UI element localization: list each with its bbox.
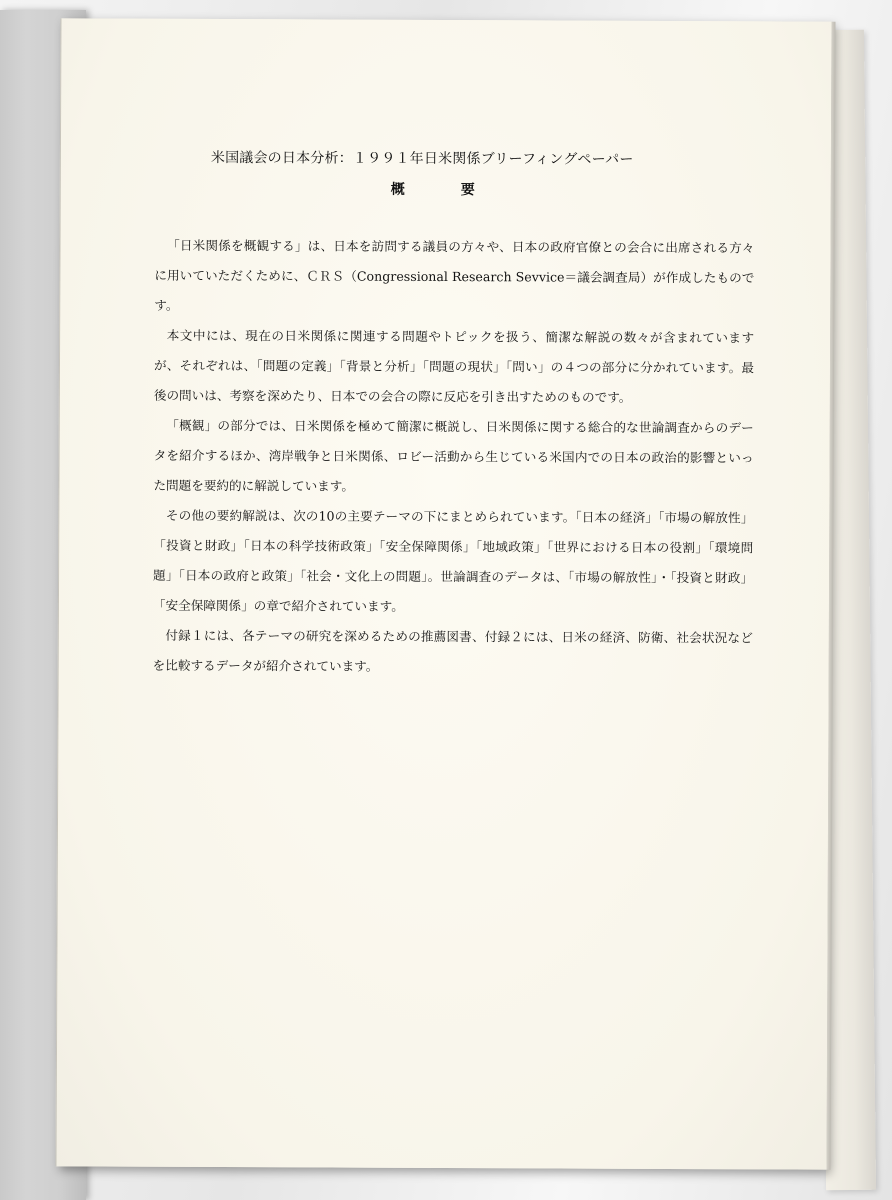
paragraph-1: 「日米関係を概観する」は、日本を訪問する議員の方々や、日本の政府官僚との会合に出席される方々に用いていただくために、ＣＲＳ（Congressional Research Sevvice＝議会調査局）が作成したものです。 — [154, 237, 755, 313]
document-body — [153, 231, 755, 684]
document-page — [55, 18, 831, 1169]
document-title: 米国議会の日本分析：１９９１年日米関係ブリーフィングペーパー — [210, 149, 634, 168]
paragraph-2: 本文中には、現在の日米関係に関連する問題やトピックを扱う、簡潔な解説の数々が含まれていますが、それぞれは、「問題の定義」「背景と分析」「問題の現状」「問い」の４つの部分に分かれています。最後の問いは、考察を深めたり、日本での会合の際に反応を引き出すためのものです。 — [153, 327, 755, 405]
paragraph-4: その他の要約解説は、次の10の主要テーマの下にまとめられています。「日本の経済」「市場の解放性」「投資と財政」「日本の科学技術政策」「安全保障関係」「地域政策」「世界における日本の役割」「環境問題」「日本の政府と政策」「社会・文化上の問題」。世論調査のデータは、「市場の解放性」・「投資と財政」「安全保障関係」の章で紹介されています。 — [152, 507, 754, 614]
paragraph-3: 「概観」の部分では、日米関係を極めて簡潔に概説し、日米関係に関する総合的な世論調査からのデータを紹介するほか、湾岸戦争と日米関係、ロビー活動から生じている米国内での日本の政治的影響といった問題を要約的に解説しています。 — [153, 417, 754, 494]
document-subtitle: 概要 — [390, 181, 531, 199]
paragraph-5: 付録１には、各テーマの研究を深めるための推薦図書、付録２には、日米の経済、防衛、社会状況などを比較するデータが紹介されています。 — [152, 627, 753, 674]
